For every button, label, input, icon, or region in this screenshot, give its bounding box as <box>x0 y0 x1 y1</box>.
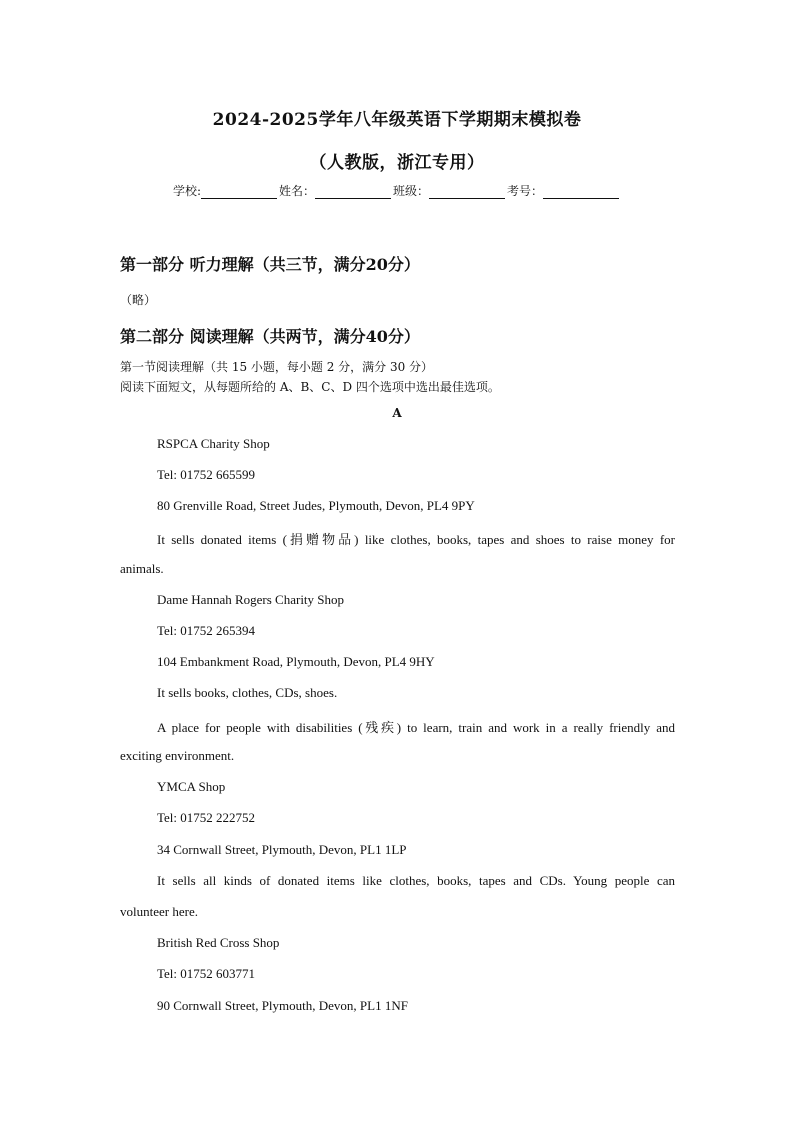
section1-heading: 第一节阅读理解（共 15 小题，每小题 2 分，满分 30 分） <box>120 360 434 374</box>
shop-description: It sells all kinds of donated items like clothes, books, tapes and CDs. Young people can <box>157 873 675 888</box>
part1-heading: 第一部分 听力理解（共三节，满分20分） <box>120 255 420 274</box>
exam-no-blank <box>543 185 619 199</box>
exam-no-label: 考号： <box>507 184 544 198</box>
shop-address: 80 Grenville Road, Street Judes, Plymouth, Devon, PL4 9PY <box>157 498 475 513</box>
shop-tel: Tel: 01752 603771 <box>157 966 256 981</box>
shop-address: 104 Embankment Road, Plymouth, Devon, PL4 9HY <box>157 654 435 669</box>
shop-description: It sells donated items (捐赠物品) like clothes, books, tapes and shoes to raise money for <box>157 532 675 547</box>
shop-description-cont: volunteer here. <box>120 904 198 919</box>
class-blank <box>429 185 505 199</box>
shop-name: British Red Cross Shop <box>157 935 280 950</box>
shop-tel: Tel: 01752 665599 <box>157 467 256 482</box>
shop-address: 34 Cornwall Street, Plymouth, Devon, PL1 1LP <box>157 842 407 857</box>
name-label: 姓名： <box>279 184 316 198</box>
section1-instruction: 阅读下面短文，从每题所给的 A、B、C、D 四个选项中选出最佳选项。 <box>120 380 500 394</box>
exam-title: 2024-2025学年八年级英语下学期期末模拟卷 <box>212 110 582 130</box>
shop-name: YMCA Shop <box>157 779 226 794</box>
shop-address: 90 Cornwall Street, Plymouth, Devon, PL1 1NF <box>157 998 408 1013</box>
passage-label: A <box>392 406 402 420</box>
shop-description-cont: animals. <box>120 561 164 576</box>
shop-tel: Tel: 01752 222752 <box>157 810 256 825</box>
shop-description: It sells books, clothes, CDs, shoes. <box>157 685 338 700</box>
shop-tel: Tel: 01752 265394 <box>157 623 256 638</box>
class-label: 班级： <box>393 184 430 198</box>
shop-description-2: A place for people with disabilities (残疾) to learn, train and work in a really friendly and <box>157 720 675 735</box>
shop-name: RSPCA Charity Shop <box>157 436 270 451</box>
shop-name: Dame Hannah Rogers Charity Shop <box>157 592 345 607</box>
part2-heading: 第二部分 阅读理解（共两节，满分40分） <box>120 327 420 346</box>
shop-description-2-cont: exciting environment. <box>120 748 235 763</box>
school-blank <box>201 185 277 199</box>
name-blank <box>315 185 391 199</box>
part1-omitted-note: （略） <box>120 293 157 307</box>
exam-subtitle: （人教版，浙江专用） <box>309 153 485 173</box>
school-label: 学校: <box>172 184 201 198</box>
student-info-line <box>0 182 794 199</box>
